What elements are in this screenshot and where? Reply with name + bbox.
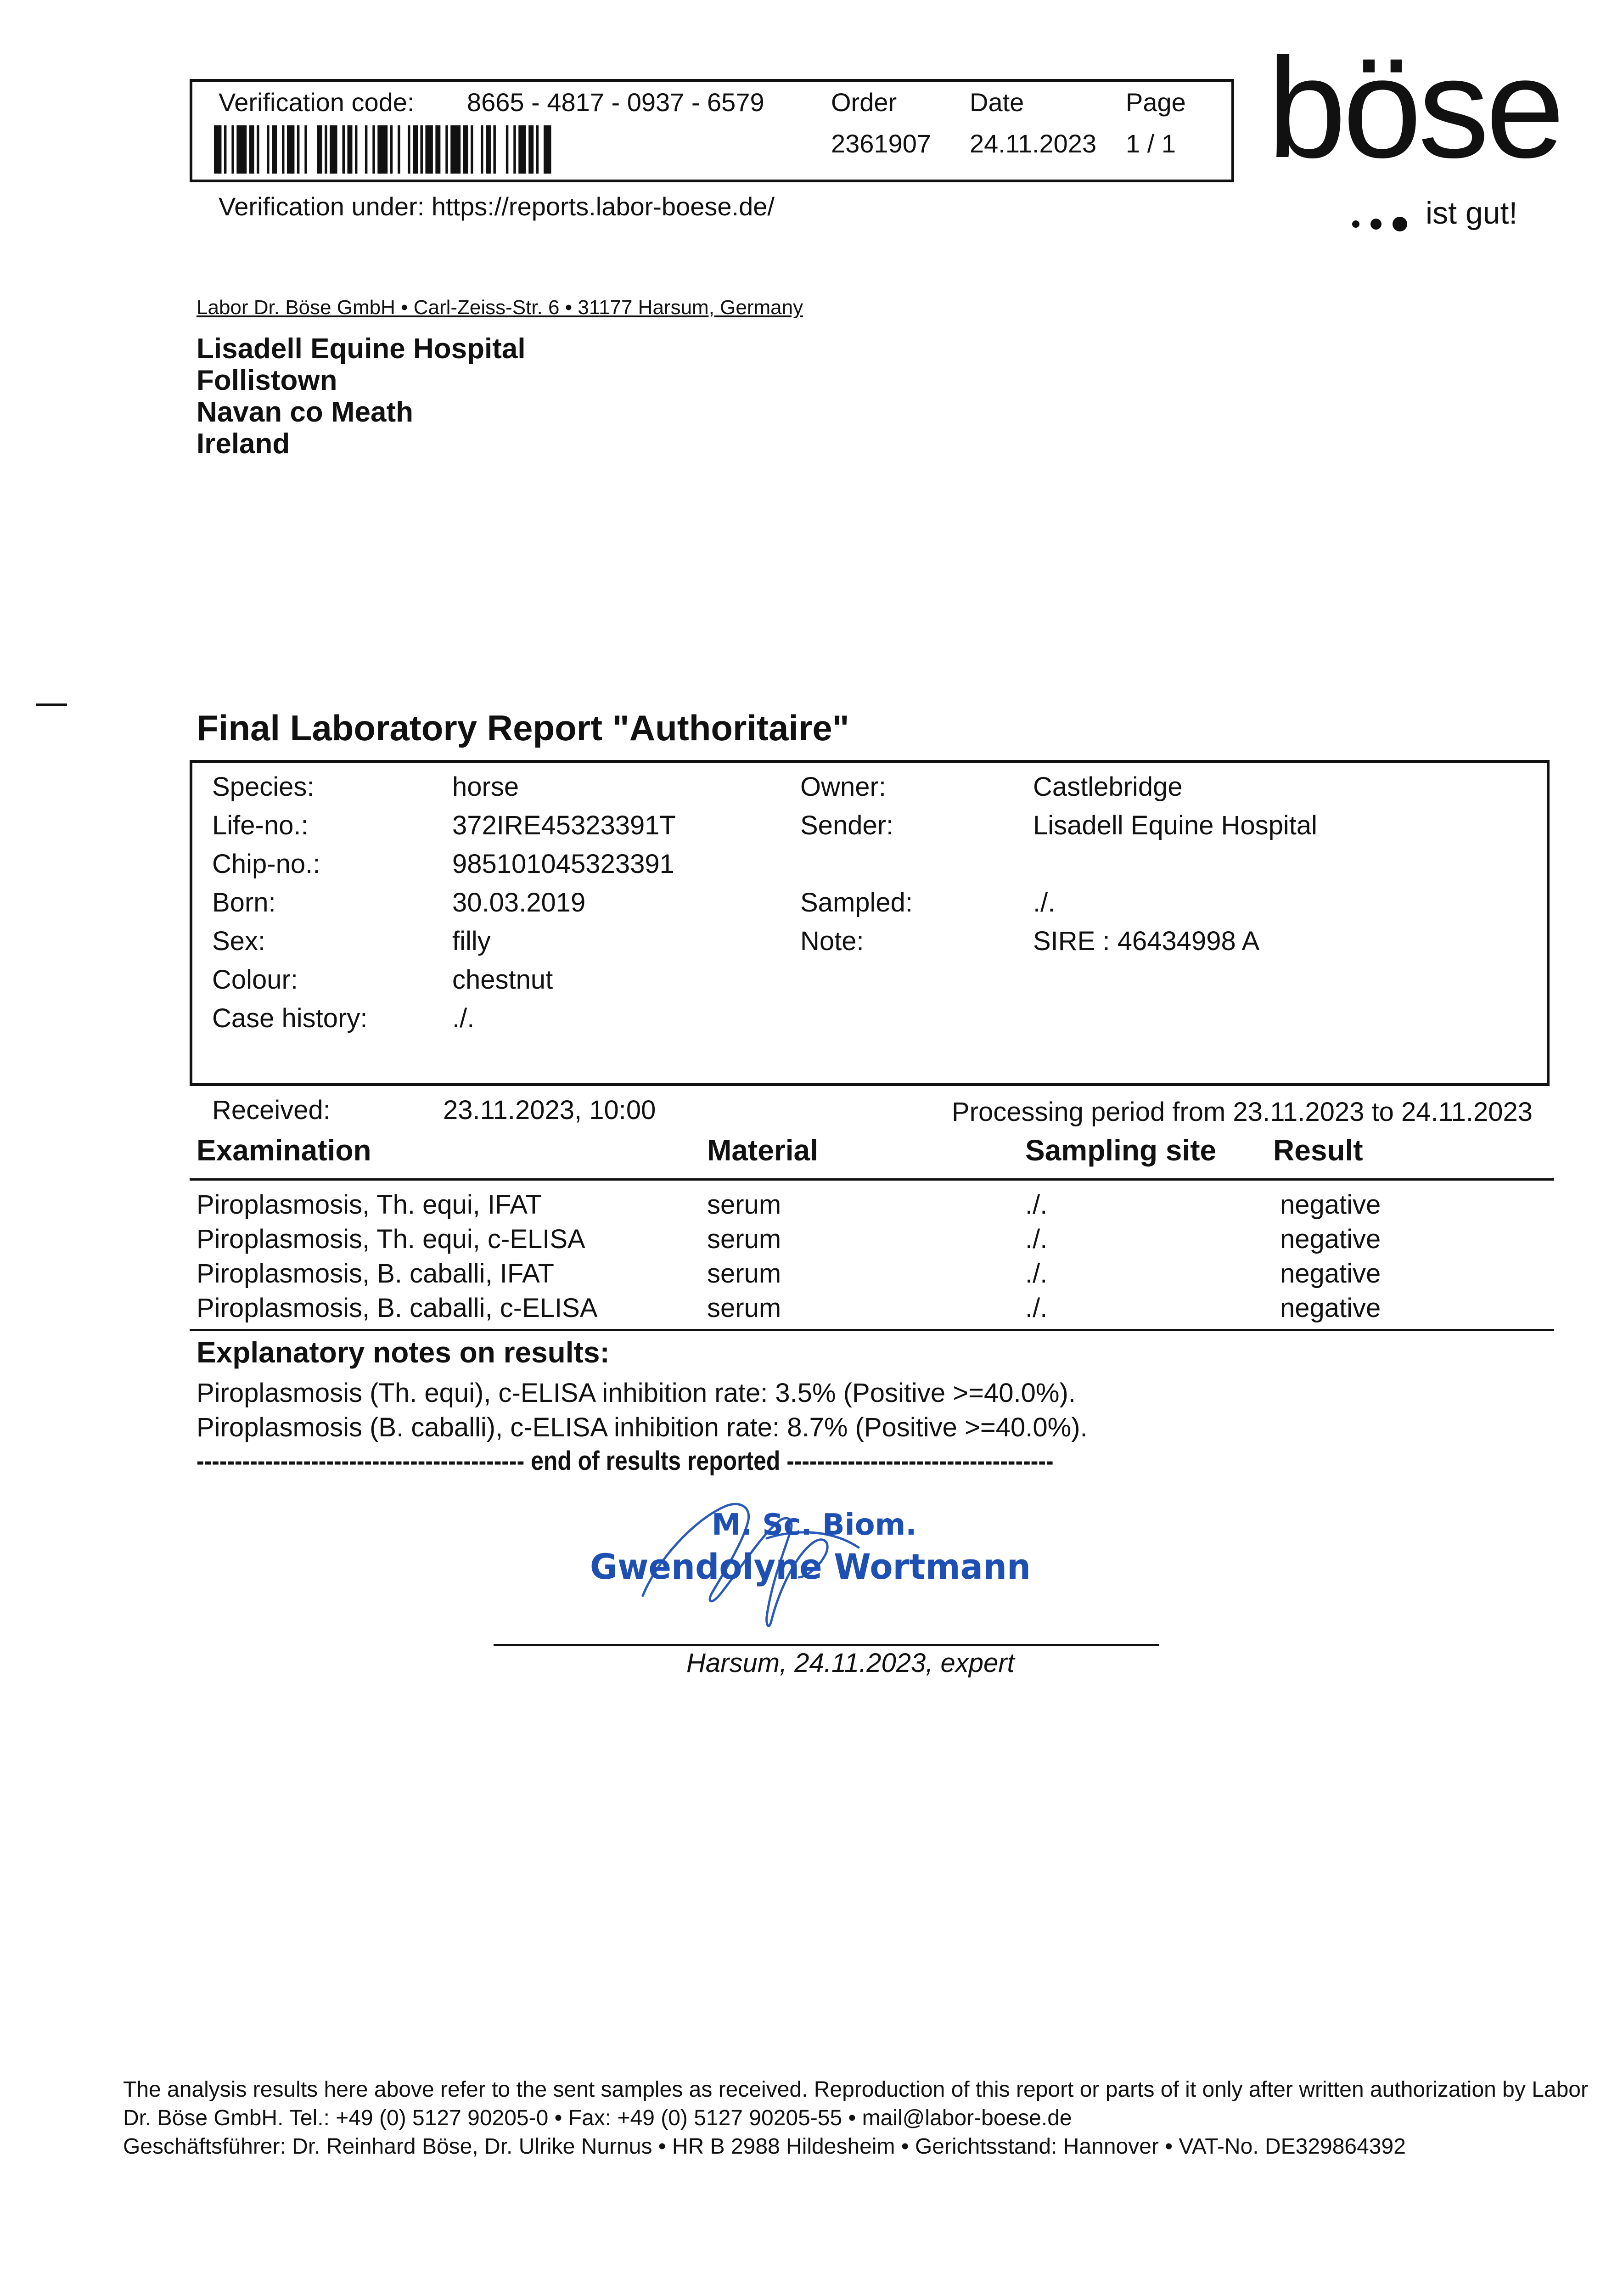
barcode-bar: [481, 125, 483, 174]
table-bottom-rule: [190, 1329, 1554, 1331]
barcode: [214, 125, 554, 174]
barcode-bar: [435, 125, 440, 174]
barcode-bar: [214, 125, 221, 174]
info-value: horse: [452, 772, 519, 802]
col-header-result: Result: [1273, 1134, 1363, 1167]
exam-name: Piroplasmosis, Th. equi, IFAT: [197, 1190, 542, 1220]
report-date: 24.11.2023: [970, 129, 1097, 158]
info-label: Case history:: [212, 1003, 368, 1033]
info-label: Owner:: [800, 772, 886, 802]
end-of-results-line: ------------------------------------------- end of results reported -----------------------------------: [197, 1446, 1054, 1476]
exam-sampling-site: ./.: [1025, 1259, 1048, 1289]
exam-result: negative: [1280, 1259, 1381, 1289]
barcode-bar: [493, 125, 495, 174]
order-number: 2361907: [831, 129, 932, 158]
barcode-bar: [513, 125, 516, 174]
barcode-bar: [486, 125, 491, 174]
info-label: Species:: [212, 772, 314, 802]
report-title: Final Laboratory Report "Authoritaire": [197, 708, 849, 748]
info-value: 985101045323391: [452, 849, 674, 879]
signature-title: M. Sc. Biom.: [712, 1508, 917, 1542]
exam-result: negative: [1280, 1224, 1381, 1254]
info-label: Sender:: [800, 810, 894, 840]
barcode-bar: [365, 125, 367, 174]
barcode-bar: [249, 125, 254, 174]
verification-url: Verification under: https://reports.labor-boese.de/: [219, 192, 775, 221]
barcode-bar: [398, 125, 400, 174]
barcode-bar: [425, 125, 432, 174]
barcode-bar: [536, 125, 539, 174]
table-header-rule: [190, 1178, 1554, 1181]
boese-logo: böse: [1267, 28, 1561, 187]
barcode-bar: [236, 125, 247, 174]
barcode-bar: [372, 125, 375, 174]
barcode-bar: [297, 125, 299, 174]
exam-material: serum: [707, 1190, 781, 1220]
logo-dots: [1352, 216, 1426, 230]
barcode-bar: [304, 125, 307, 174]
barcode-bar: [272, 125, 277, 174]
barcode-bar: [408, 125, 410, 174]
exam-sampling-site: ./.: [1025, 1224, 1048, 1254]
signature-line: [494, 1644, 1159, 1646]
barcode-bar: [355, 125, 357, 174]
info-label: Born:: [212, 888, 276, 917]
exam-sampling-site: ./.: [1025, 1190, 1048, 1220]
exam-result: negative: [1280, 1293, 1381, 1323]
barcode-bar: [518, 125, 526, 174]
barcode-bar: [390, 125, 393, 174]
address-line: Follistown: [197, 365, 337, 396]
page-label: Page: [1126, 88, 1186, 117]
barcode-bar: [224, 125, 226, 174]
info-value: ./.: [1033, 888, 1056, 917]
info-label: Colour:: [212, 965, 298, 995]
barcode-bar: [463, 125, 468, 174]
verification-label: Verification code:: [219, 88, 415, 117]
address-line: Lisadell Equine Hospital: [197, 333, 526, 365]
order-label: Order: [831, 88, 897, 117]
barcode-bar: [471, 125, 473, 174]
barcode-bar: [343, 125, 345, 174]
col-header-sampling-site: Sampling site: [1025, 1134, 1217, 1167]
fold-mark: [36, 703, 67, 706]
verification-code: 8665 - 4817 - 0937 - 6579: [467, 88, 764, 117]
exam-material: serum: [707, 1293, 781, 1323]
info-label: Note:: [800, 926, 864, 956]
sender-return-address: Labor Dr. Böse GmbH • Carl-Zeiss-Str. 6 • 31177 Harsum, Germany: [197, 296, 803, 319]
received-label: Received:: [212, 1095, 331, 1125]
barcode-bar: [420, 125, 422, 174]
col-header-examination: Examination: [197, 1134, 371, 1167]
barcode-bar: [445, 125, 448, 174]
barcode-bar: [231, 125, 234, 174]
barcode-bar: [325, 125, 327, 174]
info-value: Castlebridge: [1033, 772, 1183, 802]
barcode-bar: [506, 125, 508, 174]
barcode-bar: [287, 125, 294, 174]
info-label: Chip-no.:: [212, 849, 320, 879]
barcode-bar: [282, 125, 284, 174]
info-value: 30.03.2019: [452, 888, 586, 917]
barcode-bar: [257, 125, 259, 174]
note-line: Piroplasmosis (B. caballi), c-ELISA inhibition rate: 8.7% (Positive >=40.0%).: [197, 1412, 1088, 1442]
page-number: 1 / 1: [1126, 129, 1176, 158]
address-line: Navan co Meath: [197, 396, 414, 428]
address-line: Ireland: [197, 428, 290, 460]
info-value: Lisadell Equine Hospital: [1033, 810, 1318, 840]
barcode-bar: [377, 125, 387, 174]
processing-period: Processing period from 23.11.2023 to 24.11.2023: [951, 1097, 1533, 1127]
footer-line: Dr. Böse GmbH. Tel.: +49 (0) 5127 90205-0 • Fax: +49 (0) 5127 90205-55 • mail@labor-boese.de: [123, 2106, 1072, 2130]
exam-name: Piroplasmosis, Th. equi, c-ELISA: [197, 1224, 585, 1254]
col-header-material: Material: [707, 1134, 818, 1167]
date-label: Date: [970, 88, 1024, 117]
info-value: 372IRE45323391T: [452, 810, 676, 840]
notes-heading: Explanatory notes on results:: [197, 1336, 610, 1369]
signature-name: Gwendolyne Wortmann: [590, 1546, 1031, 1587]
footer-line: Geschäftsführer: Dr. Reinhard Böse, Dr. Ulrike Nurnus • HR B 2988 Hildesheim • Gerichtsstand: Hannover • VAT-No. DE329864392: [123, 2134, 1406, 2159]
barcode-bar: [544, 125, 551, 174]
info-value: chestnut: [452, 965, 553, 995]
signature-caption: Harsum, 24.11.2023, expert: [686, 1648, 1015, 1678]
info-value: ./.: [452, 1003, 475, 1033]
info-label: Life-no.:: [212, 810, 309, 840]
exam-name: Piroplasmosis, B. caballi, c-ELISA: [197, 1293, 598, 1323]
exam-material: serum: [707, 1259, 781, 1289]
footer-line: The analysis results here above refer to the sent samples as received. Reproduction of this report or parts of it only after written authorization by Labor: [123, 2077, 1588, 2102]
barcode-bar: [330, 125, 337, 174]
note-line: Piroplasmosis (Th. equi), c-ELISA inhibition rate: 3.5% (Positive >=40.0%).: [197, 1378, 1076, 1408]
info-value: filly: [452, 926, 491, 956]
barcode-bar: [413, 125, 418, 174]
received-value: 23.11.2023, 10:00: [443, 1095, 656, 1125]
exam-result: negative: [1280, 1190, 1381, 1220]
animal-info-box: [190, 760, 1550, 1086]
info-label: Sampled:: [800, 888, 913, 917]
barcode-bar: [267, 125, 269, 174]
info-label: Sex:: [212, 926, 266, 956]
signature-stamp: [574, 1479, 1088, 1653]
info-value: SIRE : 46434998 A: [1033, 926, 1260, 956]
barcode-bar: [528, 125, 534, 174]
logo-tagline: ist gut!: [1426, 196, 1518, 231]
barcode-bar: [450, 125, 461, 174]
barcode-bar: [348, 125, 353, 174]
footer: [123, 2076, 1588, 2161]
exam-material: serum: [707, 1224, 781, 1254]
exam-name: Piroplasmosis, B. caballi, IFAT: [197, 1259, 554, 1289]
recipient-address: [197, 333, 526, 460]
barcode-bar: [317, 125, 322, 174]
exam-sampling-site: ./.: [1025, 1293, 1048, 1323]
